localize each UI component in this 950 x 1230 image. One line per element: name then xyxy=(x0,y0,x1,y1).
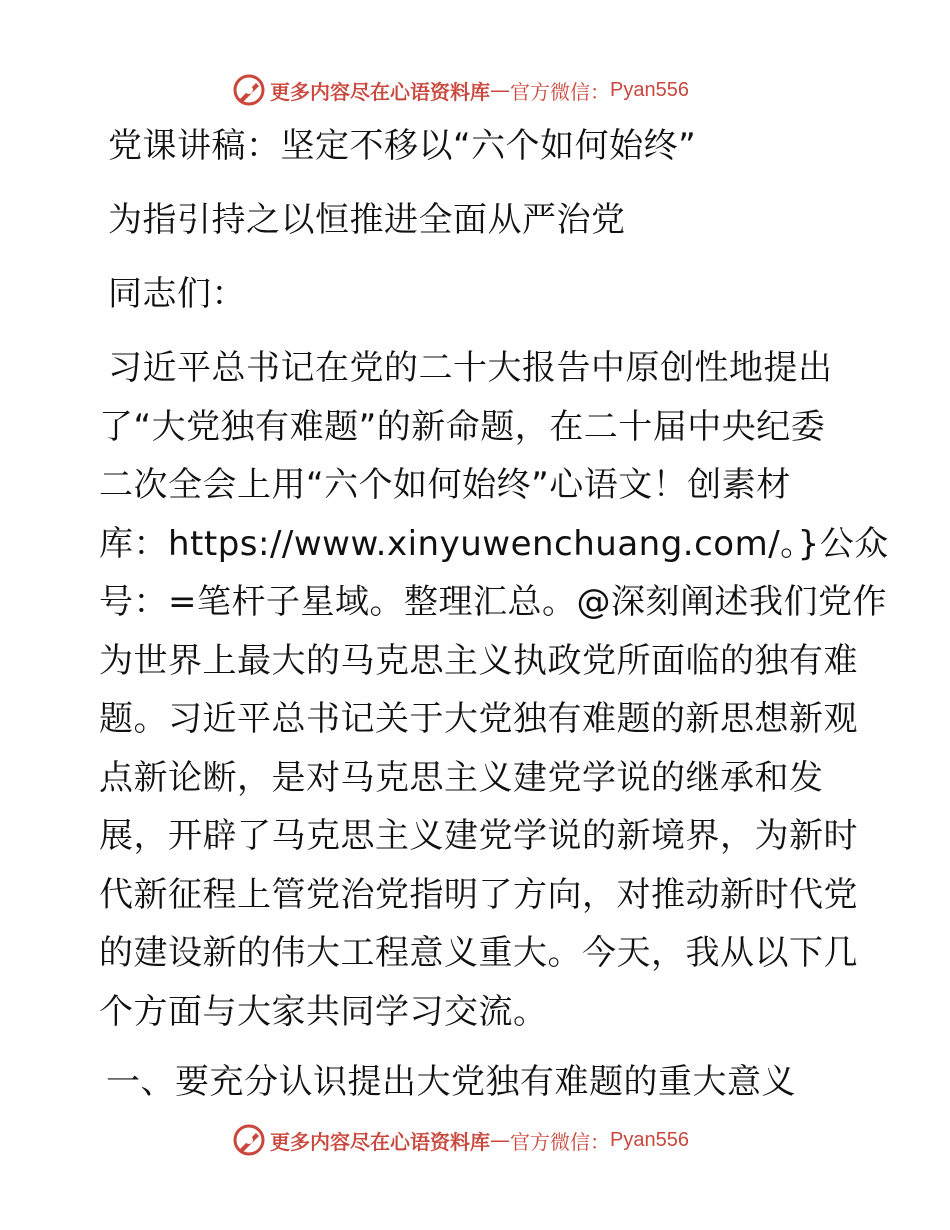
banner-site-text: 更多内容尽在心语资料库 xyxy=(270,79,490,104)
section-heading: 一、要充分认识提出大党独有难题的重大意义 xyxy=(106,1062,796,1102)
banner-wechat-id: Pyan556 xyxy=(610,78,689,101)
pen-logo-icon xyxy=(232,1123,266,1157)
paragraph-line: 展，开辟了马克思主义建党学说的新境界，为新时 xyxy=(99,816,858,856)
paragraph-line: 个方面与大家共同学习交流。 xyxy=(99,992,548,1032)
banner-dash: — xyxy=(490,1128,510,1152)
banner-dash: — xyxy=(490,78,510,102)
paragraph-line: 库：https://www.xinyuwenchuang.com/。}公众 xyxy=(99,524,889,564)
greeting: 同志们： xyxy=(108,274,246,314)
paragraph-line: 了“大党独有难题”的新命题，在二十届中央纪委 xyxy=(99,407,826,447)
header-banner xyxy=(232,72,689,108)
banner-wechat-id: Pyan556 xyxy=(610,1128,689,1151)
paragraph-line: 为世界上最大的马克思主义执政党所面临的独有难 xyxy=(99,641,858,681)
banner-wechat-label: 官方微信： xyxy=(510,79,610,104)
paragraph-line: 的建设新的伟大工程意义重大。今天，我从以下几 xyxy=(99,933,858,973)
paragraph-line: 代新征程上管党治党指明了方向，对推动新时代党 xyxy=(99,875,858,915)
document-title-line-2: 为指引持之以恒推进全面从严治党 xyxy=(108,200,626,240)
paragraph-line: 点新论断，是对马克思主义建党学说的继承和发 xyxy=(99,758,824,798)
paragraph-line: 题。习近平总书记关于大党独有难题的新思想新观 xyxy=(99,699,858,739)
paragraph-line: 习近平总书记在党的二十大报告中原创性地提出 xyxy=(108,348,833,388)
banner-site-text: 更多内容尽在心语资料库 xyxy=(270,1129,490,1154)
paragraph-line: 号：=笔杆子星域。整理汇总。@深刻阐述我们党作 xyxy=(99,582,887,622)
paragraph-line: 二次全会上用“六个如何始终”心语文！创素材 xyxy=(99,465,791,505)
footer-banner xyxy=(232,1122,689,1158)
banner-wechat-label: 官方微信： xyxy=(510,1129,610,1154)
pen-logo-icon xyxy=(232,73,266,107)
document-title-line-1: 党课讲稿：坚定不移以“六个如何始终” xyxy=(108,126,697,166)
